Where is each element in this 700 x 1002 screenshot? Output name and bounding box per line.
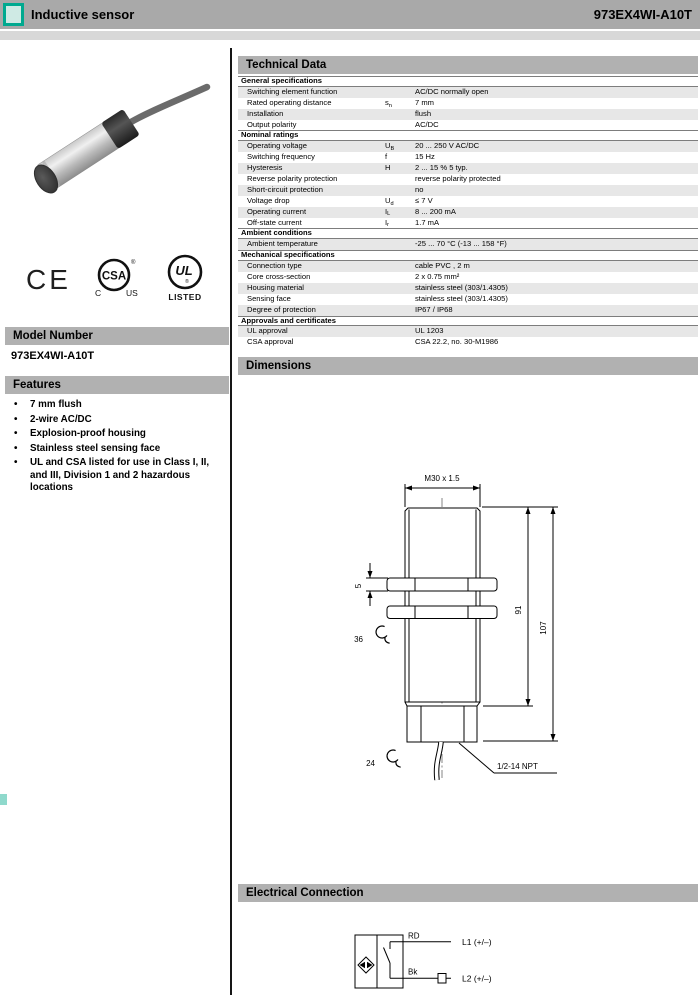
spec-label: Ambient conditions — [241, 229, 312, 238]
svg-text:US: US — [126, 288, 138, 298]
table-row — [238, 207, 698, 218]
spec-label: Installation — [247, 108, 284, 118]
spec-symbol — [385, 305, 415, 316]
logos-illustration — [18, 246, 218, 304]
spec-label: Rated operating distance — [247, 97, 332, 107]
table-row — [238, 130, 698, 141]
svg-text:®: ® — [131, 260, 136, 266]
feature-item — [9, 414, 225, 426]
spec-symbol — [385, 294, 415, 305]
sensor-cable — [131, 87, 207, 122]
csa-mark-icon — [95, 259, 138, 298]
table-row — [238, 283, 698, 294]
table-row — [238, 87, 698, 98]
wrench-size-top-label: 36 — [354, 635, 363, 644]
spec-label: Short-circuit protection — [247, 184, 323, 194]
table-row — [238, 326, 698, 337]
svg-text:C: C — [95, 288, 102, 298]
spec-symbol: $I_r$ — [385, 217, 389, 229]
product-photo — [10, 44, 225, 245]
spec-value: 8 ... 200 mA — [415, 206, 456, 216]
spec-value: -25 ... 70 °C (-13 ... 158 °F) — [415, 239, 507, 249]
thread-label: M30 x 1.5 — [424, 474, 460, 483]
spec-label: Voltage drop — [247, 195, 290, 205]
table-row — [238, 294, 698, 305]
dim-91-label: 91 — [514, 605, 523, 615]
svg-text:UL: UL — [175, 263, 193, 278]
spec-value: 15 Hz — [415, 152, 435, 162]
spec-symbol: $s_n$ — [385, 97, 392, 109]
model-number-value: 973EX4WI-A10T — [11, 350, 95, 362]
table-row — [238, 141, 698, 152]
spec-label: Mechanical specifications — [241, 251, 335, 260]
spec-label: Degree of protection — [247, 304, 316, 314]
wrench-24-icon — [386, 749, 401, 770]
spec-symbol — [385, 326, 415, 337]
switch-contact-symbol — [384, 942, 391, 979]
spec-value: cable PVC , 2 m — [415, 261, 470, 271]
spec-value: 1.7 mA — [415, 217, 440, 227]
dim-107-label: 107 — [539, 621, 548, 635]
spec-label: Ambient temperature — [247, 239, 318, 249]
page-edge-mark — [0, 794, 7, 805]
spec-value: no — [415, 184, 424, 194]
table-row — [238, 261, 698, 272]
spec-symbol — [385, 109, 415, 120]
feature-item — [9, 428, 225, 440]
wrench-36-icon — [375, 625, 390, 646]
inductive-sensor-symbol — [358, 957, 374, 973]
technical-data-table — [238, 76, 698, 348]
table-row — [238, 218, 698, 229]
wrench-size-bottom-label: 24 — [366, 759, 375, 768]
spec-value: flush — [415, 108, 432, 118]
table-row — [238, 120, 698, 131]
certification-logos — [18, 246, 218, 309]
svg-text:CSA: CSA — [101, 270, 127, 283]
spec-label: General specifications — [241, 77, 323, 85]
table-row — [238, 109, 698, 120]
spec-label: Housing material — [247, 282, 304, 292]
table-row — [238, 337, 698, 348]
spec-symbol: $U_d$ — [385, 195, 394, 207]
electrical-section-header: Electrical Connection — [238, 884, 698, 902]
spec-symbol: $I_L$ — [385, 206, 391, 218]
spec-label: Reverse polarity protection — [247, 174, 338, 184]
spec-symbol — [385, 174, 415, 185]
column-divider — [230, 48, 232, 995]
bk-wire-label: Bk — [408, 967, 418, 977]
spec-label: Switching element function — [247, 86, 338, 96]
thread-dimension — [405, 484, 480, 507]
spec-symbol — [385, 120, 415, 131]
spec-label: UL approval — [247, 326, 288, 336]
page-header — [0, 0, 700, 29]
spec-label: Sensing face — [247, 293, 291, 303]
spec-label: Switching frequency — [247, 152, 315, 162]
svg-text:LISTED: LISTED — [168, 292, 202, 302]
ce-mark-icon: CE — [26, 264, 71, 295]
spec-value: UL 1203 — [415, 326, 444, 336]
table-row — [238, 152, 698, 163]
spec-label: Off-state current — [247, 217, 302, 227]
brand-mark-icon — [3, 3, 24, 26]
spec-value: ≤ 7 V — [415, 195, 433, 205]
nut-thickness-label: 5 — [354, 583, 363, 589]
spec-value: IP67 / IP68 — [415, 304, 453, 314]
table-row — [238, 250, 698, 261]
header-model-number: 973EX4WI-A10T — [593, 7, 692, 22]
spec-value: stainless steel (303/1.4305) — [415, 282, 508, 292]
dimensions-drawing — [235, 380, 700, 885]
page-title: Inductive sensor — [31, 7, 135, 22]
npt-label: 1/2-14 NPT — [497, 762, 538, 771]
feature-text: 7 mm flush — [30, 399, 82, 410]
feature-item — [9, 457, 225, 494]
l1-label: L1 (+/–) — [462, 937, 492, 947]
header-strip — [0, 31, 700, 40]
spec-symbol — [385, 239, 415, 250]
table-row — [238, 228, 698, 239]
spec-value: AC/DC normally open — [415, 86, 489, 96]
spec-label: Approvals and certificates — [241, 316, 336, 325]
features-section-header: Features — [5, 376, 229, 394]
spec-symbol: H — [385, 163, 391, 173]
feature-item — [9, 399, 225, 411]
hex-nut-lower — [387, 606, 497, 619]
nut-thickness-dimension — [366, 563, 388, 606]
spec-label: Hysteresis — [247, 163, 283, 173]
feature-text: Stainless steel sensing face — [30, 442, 161, 454]
feature-text: Explosion-proof housing — [30, 428, 146, 440]
table-row — [238, 163, 698, 174]
load-symbol — [438, 974, 446, 984]
spec-symbol — [385, 87, 415, 98]
table-row — [238, 305, 698, 316]
spec-symbol: $U_B$ — [385, 141, 395, 153]
table-row — [238, 76, 698, 87]
spec-value: stainless steel (303/1.4305) — [415, 293, 508, 303]
l2-label: L2 (+/–) — [462, 973, 492, 984]
table-row — [238, 185, 698, 196]
spec-value: AC/DC — [415, 119, 439, 129]
spec-label: Operating current — [247, 206, 307, 216]
wiring-diagram-illustration — [235, 902, 700, 997]
dimension-drawing-illustration — [235, 380, 700, 880]
spec-label: Operating voltage — [247, 141, 307, 151]
spec-symbol: f — [385, 152, 388, 162]
spec-symbol — [385, 185, 415, 196]
spec-value: 7 mm — [415, 97, 434, 107]
feature-text: UL and CSA listed for use in Class I, II, and III, Division 1 and 2 hazardous locations — [30, 457, 210, 493]
spec-value: CSA 22.2, no. 30-M1986 — [415, 337, 499, 347]
spec-symbol — [385, 283, 415, 294]
rd-wire-label: RD — [408, 931, 420, 941]
spec-symbol — [385, 261, 415, 272]
table-row — [238, 98, 698, 109]
table-row — [238, 196, 698, 207]
table-row — [238, 174, 698, 185]
ul-mark-icon — [168, 256, 201, 302]
spec-symbol — [385, 272, 415, 283]
hex-nut-upper — [387, 578, 497, 591]
spec-label: Nominal ratings — [241, 131, 299, 140]
features-list — [9, 399, 225, 496]
dimensions-section-header: Dimensions — [238, 357, 698, 375]
spec-label: Connection type — [247, 261, 302, 271]
feature-text: 2-wire AC/DC — [30, 413, 92, 425]
spec-label: CSA approval — [247, 337, 294, 347]
spec-label: Output polarity — [247, 119, 297, 129]
spec-value: 2 ... 15 % 5 typ. — [415, 163, 468, 173]
feature-item — [9, 443, 225, 455]
spec-label: Core cross-section — [247, 272, 311, 282]
npt-connector — [407, 706, 477, 742]
spec-value: 2 x 0.75 mm² — [415, 272, 460, 282]
spec-value: 20 ... 250 V AC/DC — [415, 141, 480, 151]
table-row — [238, 272, 698, 283]
model-number-section-header: Model Number — [5, 327, 229, 345]
electrical-diagram — [235, 902, 700, 1002]
technical-data-section-header: Technical Data — [238, 56, 698, 74]
spec-symbol — [385, 337, 415, 348]
svg-text:®: ® — [185, 279, 189, 285]
table-row — [238, 316, 698, 327]
sensor-photo-illustration — [10, 44, 225, 240]
sensor-body-outline — [405, 508, 480, 702]
table-row — [238, 239, 698, 250]
spec-value: reverse polarity protected — [415, 174, 501, 184]
